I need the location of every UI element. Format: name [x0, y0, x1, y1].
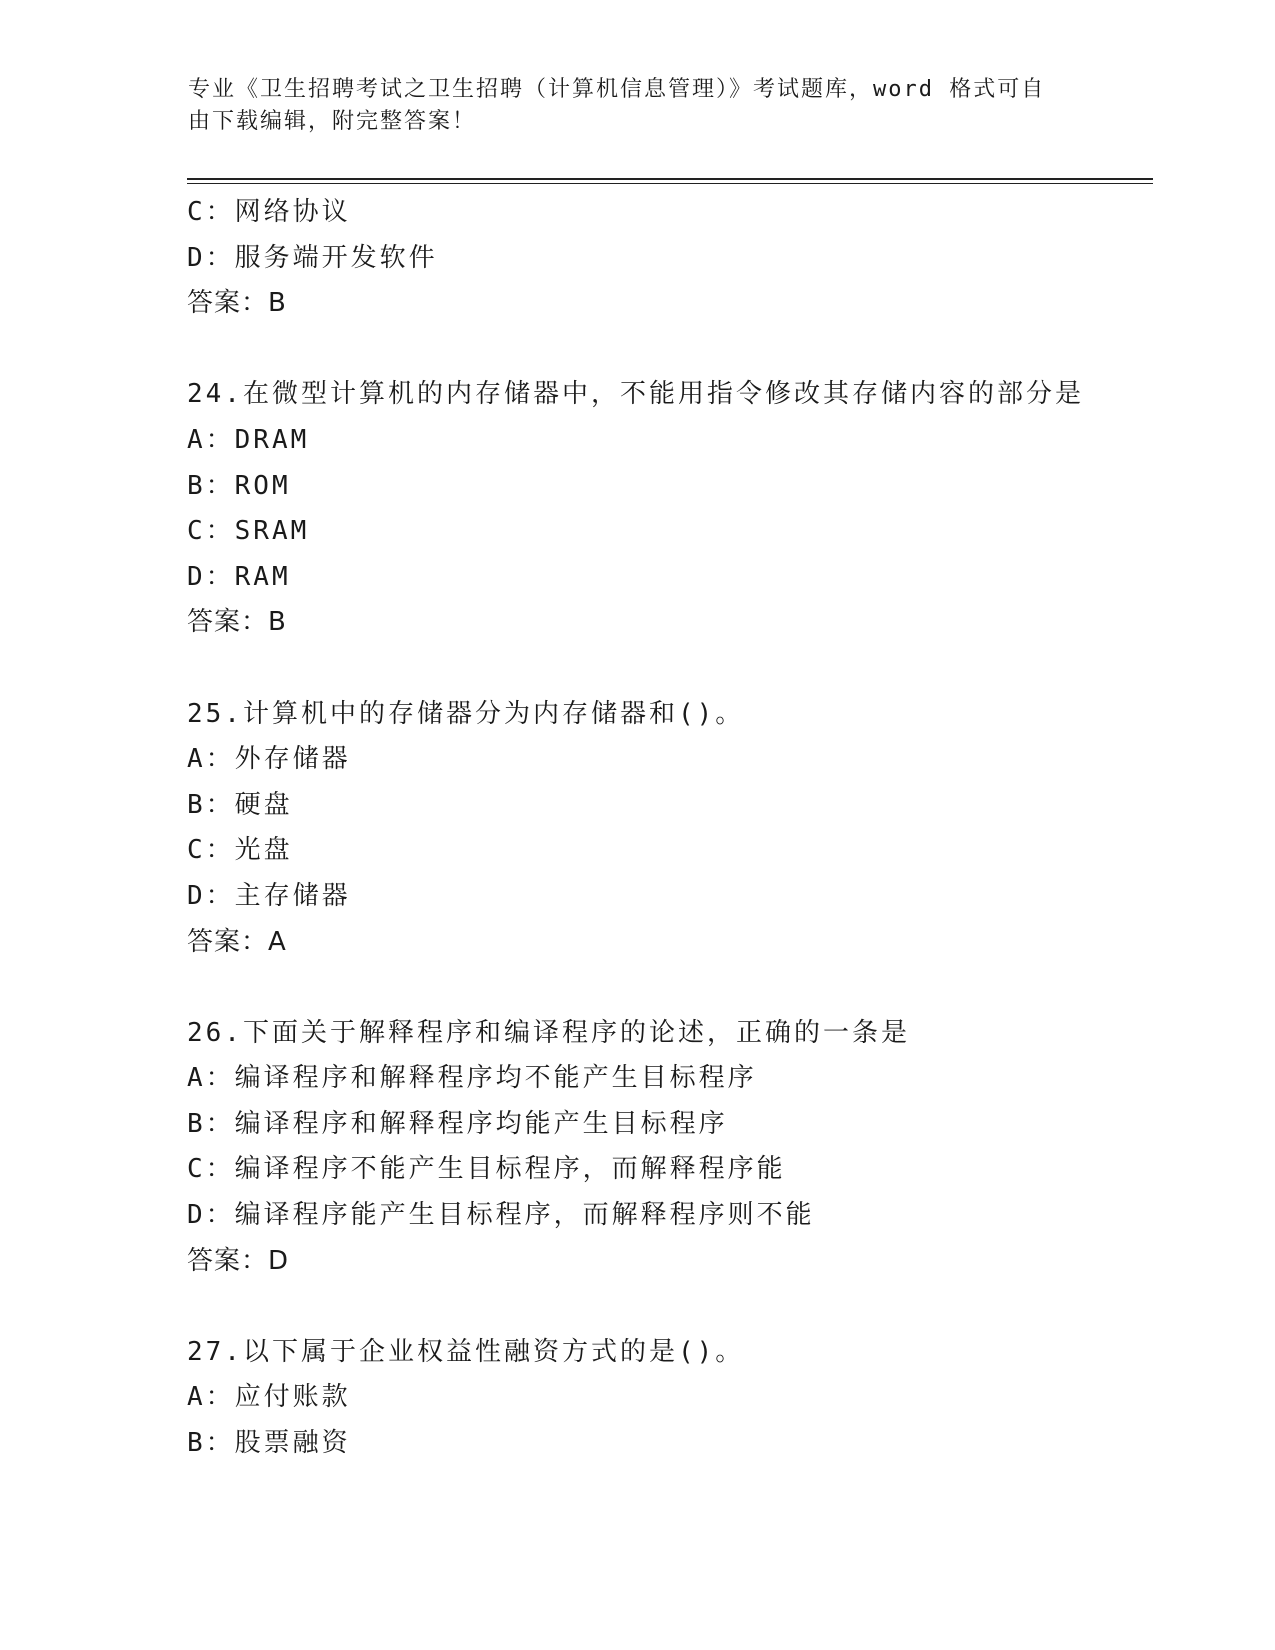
question-stem: 25.计算机中的存储器分为内存储器和()。 [187, 698, 745, 729]
question-stem: 26.下面关于解释程序和编译程序的论述，正确的一条是 [187, 1017, 910, 1048]
header-divider-thin [187, 183, 1153, 184]
spacer [187, 327, 1147, 373]
option-c: C：编译程序不能产生目标程序，而解释程序能 [187, 1154, 786, 1185]
option-c: C：SRAM [187, 516, 310, 547]
spacer [187, 1284, 1147, 1330]
question-27 [187, 1330, 1147, 1467]
question-stem: 27.以下属于企业权益性融资方式的是()。 [187, 1336, 745, 1367]
option-a: A：外存储器 [187, 744, 351, 775]
option-b: B：硬盘 [187, 789, 293, 820]
spacer [187, 646, 1147, 692]
option-b: B：股票融资 [187, 1428, 351, 1459]
option-d: D：RAM [187, 561, 291, 592]
question-26 [187, 1011, 1147, 1285]
header-divider [187, 178, 1153, 180]
option-b: B：ROM [187, 470, 291, 501]
question-list [187, 190, 1147, 1467]
answer: 答案：A [187, 926, 287, 957]
option-a: A：应付账款 [187, 1382, 351, 1413]
header-line-1: 专业《卫生招聘考试之卫生招聘（计算机信息管理）》考试题库，word 格式可自 [188, 77, 1046, 102]
answer: 答案：B [187, 288, 287, 319]
option-a: A：DRAM [187, 424, 310, 455]
option-c: C：网络协议 [187, 197, 351, 227]
spacer [187, 965, 1147, 1011]
option-b: B：编译程序和解释程序均能产生目标程序 [187, 1108, 728, 1139]
answer: 答案：B [187, 607, 287, 638]
header-line-2: 由下载编辑，附完整答案！ [188, 109, 477, 134]
question-stem: 24.在微型计算机的内存储器中，不能用指令修改其存储内容的部分是 [187, 379, 1084, 410]
answer: 答案：D [187, 1245, 290, 1276]
document-header [188, 74, 1088, 138]
option-d: D：服务端开发软件 [187, 242, 438, 273]
option-d: D：主存储器 [187, 880, 351, 911]
option-d: D：编译程序能产生目标程序，而解释程序则不能 [187, 1200, 815, 1231]
question-25 [187, 692, 1147, 966]
question-24 [187, 372, 1147, 646]
question-23-continued [187, 190, 1147, 327]
option-a: A：编译程序和解释程序均不能产生目标程序 [187, 1063, 757, 1094]
option-c: C：光盘 [187, 835, 293, 866]
